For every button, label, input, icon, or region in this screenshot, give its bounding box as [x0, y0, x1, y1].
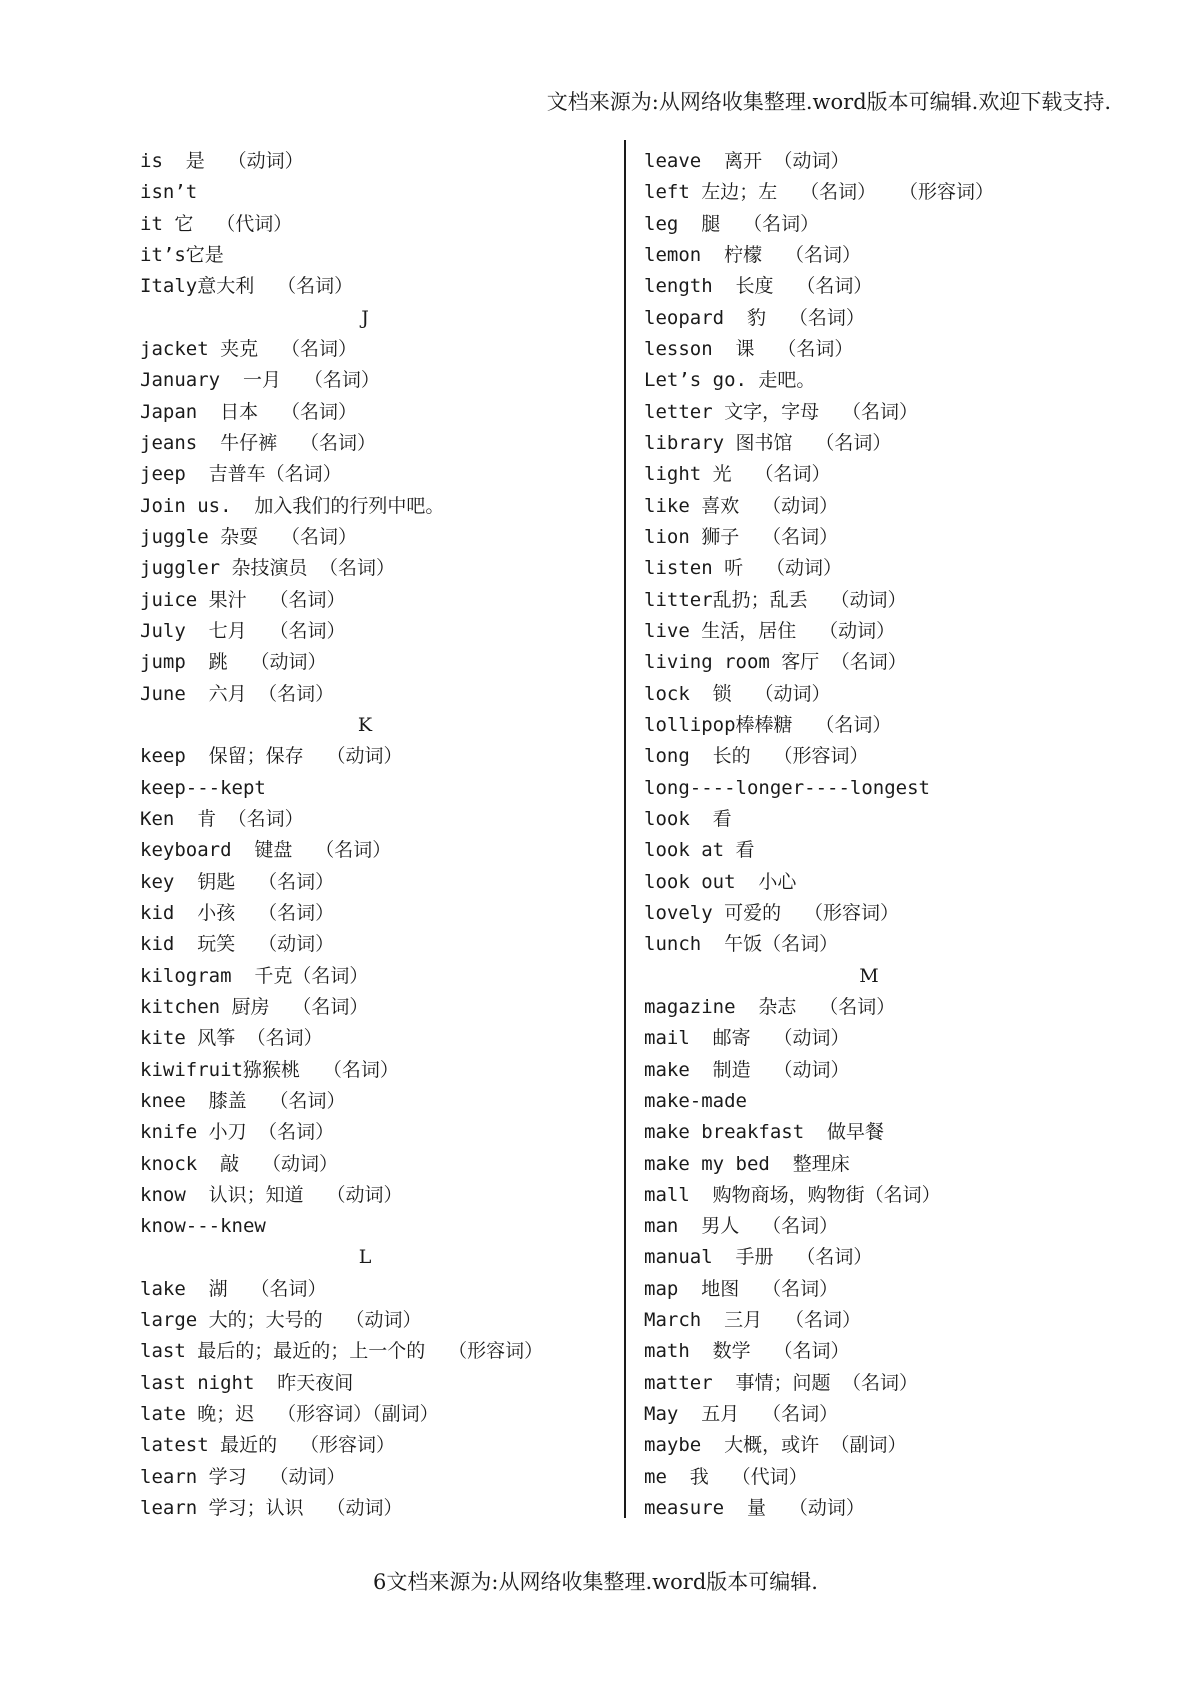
vocab-entry: Let’s go. 走吧。	[644, 369, 816, 392]
vocab-entry: last night 昨天夜间	[140, 1371, 354, 1394]
vocab-entry: math 数学 （名词）	[644, 1340, 850, 1363]
vocab-entry: January 一月 （名词）	[140, 369, 380, 392]
vocab-entry: lemon 柠檬 （名词）	[644, 243, 861, 266]
vocab-entry: mail 邮寄 （动词）	[644, 1027, 850, 1050]
vocab-entry: lunch 午饭（名词）	[644, 933, 839, 956]
vocab-entry: Italy意大利 （名词）	[140, 275, 354, 298]
vocab-entry: look out 小心	[644, 870, 797, 893]
vocab-entry: keep 保留；保存 （动词）	[140, 745, 403, 768]
vocab-entry: keyboard 键盘 （名词）	[140, 839, 392, 862]
vocab-entry: library 图书馆 （名词）	[644, 431, 892, 454]
vocab-entry: lovely 可爱的 （形容词）	[644, 901, 899, 924]
vocab-entry: length 长度 （名词）	[644, 275, 873, 298]
vocab-entry: jeans 牛仔裤 （名词）	[140, 431, 376, 454]
vocab-entry: knee 膝盖 （名词）	[140, 1089, 346, 1112]
vocab-entry: magazine 杂志 （名词）	[644, 995, 896, 1018]
vocab-entry: jump 跳 （动词）	[140, 651, 327, 674]
left-column	[140, 146, 610, 1524]
vocab-entry: latest 最近的 （形容词）	[140, 1434, 395, 1457]
vocab-entry: lollipop棒棒糖 （名词）	[644, 713, 892, 736]
vocab-entry: it 它 （代词）	[140, 212, 293, 235]
vocab-entry: Ken 肯 （名词）	[140, 807, 304, 830]
vocab-entry: living room 客厅 （名词）	[644, 651, 907, 674]
vocab-entry: keep---kept	[140, 776, 266, 799]
vocab-entry: kilogram 千克（名词）	[140, 964, 369, 987]
vocab-entry: kite 风筝 （名词）	[140, 1027, 323, 1050]
vocab-entry: March 三月 （名词）	[644, 1309, 861, 1332]
vocab-entry: mall 购物商场，购物街（名词）	[644, 1183, 941, 1206]
vocab-entry: make breakfast 做早餐	[644, 1121, 885, 1144]
page-footer: 6文档来源为:从网络收集整理.word版本可编辑.	[373, 1570, 818, 1594]
vocab-entry: lake 湖 （名词）	[140, 1277, 327, 1300]
right-column	[644, 146, 1104, 1524]
vocab-entry: kid 小孩 （名词）	[140, 901, 335, 924]
vocab-entry: May 五月 （名词）	[644, 1403, 839, 1426]
vocab-entry: June 六月 （名词）	[140, 682, 335, 705]
vocab-entry: left 左边；左 （名词） （形容词）	[644, 181, 994, 204]
vocab-entry: light 光 （名词）	[644, 463, 831, 486]
vocab-entry: jeep 吉普车（名词）	[140, 463, 342, 486]
vocab-entry: make-made	[644, 1089, 747, 1112]
vocab-entry: long----longer----longest	[644, 776, 930, 799]
vocab-entry: knock 敲 （动词）	[140, 1152, 338, 1175]
vocab-entry: make 制造 （动词）	[644, 1058, 850, 1081]
vocab-entry: Join us. 加入我们的行列中吧。	[140, 494, 445, 517]
vocab-entry: map 地图 （名词）	[644, 1277, 839, 1300]
vocab-entry: juice 果汁 （名词）	[140, 588, 346, 611]
vocab-entry: kiwifruit猕猴桃 （名词）	[140, 1058, 399, 1081]
section-letter: J	[361, 306, 369, 329]
vocab-entry: manual 手册 （名词）	[644, 1246, 873, 1269]
vocab-entry: look at 看	[644, 839, 755, 862]
vocab-entry: measure 量 （动词）	[644, 1497, 865, 1520]
vocab-entry: make my bed 整理床	[644, 1152, 850, 1175]
vocab-entry: look 看	[644, 807, 732, 830]
vocab-entry: lock 锁 （动词）	[644, 682, 831, 705]
vocab-entry: like 喜欢 （动词）	[644, 494, 839, 517]
vocab-entry: kid 玩笑 （动词）	[140, 933, 335, 956]
column-divider	[624, 140, 626, 1518]
vocab-entry: last 最后的；最近的；上一个的 （形容词）	[140, 1340, 544, 1363]
vocab-entry: learn 学习；认识 （动词）	[140, 1497, 403, 1520]
vocab-entry: is 是 （动词）	[140, 150, 304, 172]
vocab-entry: large 大的；大号的 （动词）	[140, 1309, 422, 1332]
vocab-entry: leg 腿 （名词）	[644, 212, 820, 235]
vocab-entry: it’s它是	[140, 243, 224, 266]
vocab-entry: know 认识；知道 （动词）	[140, 1183, 403, 1206]
vocab-entry: late 晚；迟 （形容词）（副词）	[140, 1403, 439, 1426]
vocab-entry: leave 离开 （动词）	[644, 150, 850, 172]
vocab-entry: learn 学习 （动词）	[140, 1465, 346, 1488]
vocab-entry: maybe 大概，或许 （副词）	[644, 1434, 907, 1457]
vocab-entry: kitchen 厨房 （名词）	[140, 995, 369, 1018]
vocab-entry: knife 小刀 （名词）	[140, 1121, 335, 1144]
vocab-entry: lesson 课 （名词）	[644, 337, 854, 360]
section-letter: K	[357, 713, 373, 736]
vocab-entry: Japan 日本 （名词）	[140, 400, 357, 423]
vocab-entry: key 钥匙 （名词）	[140, 870, 335, 893]
section-letter: M	[859, 964, 879, 987]
section-letter: L	[358, 1246, 372, 1269]
vocab-entry: listen 听 （动词）	[644, 557, 842, 580]
vocab-entry: juggle 杂耍 （名词）	[140, 525, 357, 548]
vocab-entry: juggler 杂技演员 （名词）	[140, 557, 395, 580]
page-header: 文档来源为:从网络收集整理.word版本可编辑.欢迎下载支持.	[546, 90, 1111, 114]
vocab-entry: long 长的 （形容词）	[644, 745, 869, 768]
vocab-entry: live 生活，居住 （动词）	[644, 619, 896, 642]
vocab-entry: me 我 （代词）	[644, 1465, 808, 1488]
vocab-entry: matter 事情；问题 （名词）	[644, 1371, 918, 1394]
vocab-entry: jacket 夹克 （名词）	[140, 337, 357, 360]
vocab-entry: litter乱扔；乱丢 （动词）	[644, 588, 907, 611]
vocab-entry: man 男人 （名词）	[644, 1215, 839, 1238]
vocab-entry: July 七月 （名词）	[140, 619, 346, 642]
vocab-entry: know---knew	[140, 1215, 266, 1238]
vocab-entry: lion 狮子 （名词）	[644, 525, 839, 548]
vocab-entry: leopard 豹 （名词）	[644, 306, 865, 329]
vocab-entry: isn’t	[140, 181, 198, 204]
vocab-entry: letter 文字，字母 （名词）	[644, 400, 918, 423]
